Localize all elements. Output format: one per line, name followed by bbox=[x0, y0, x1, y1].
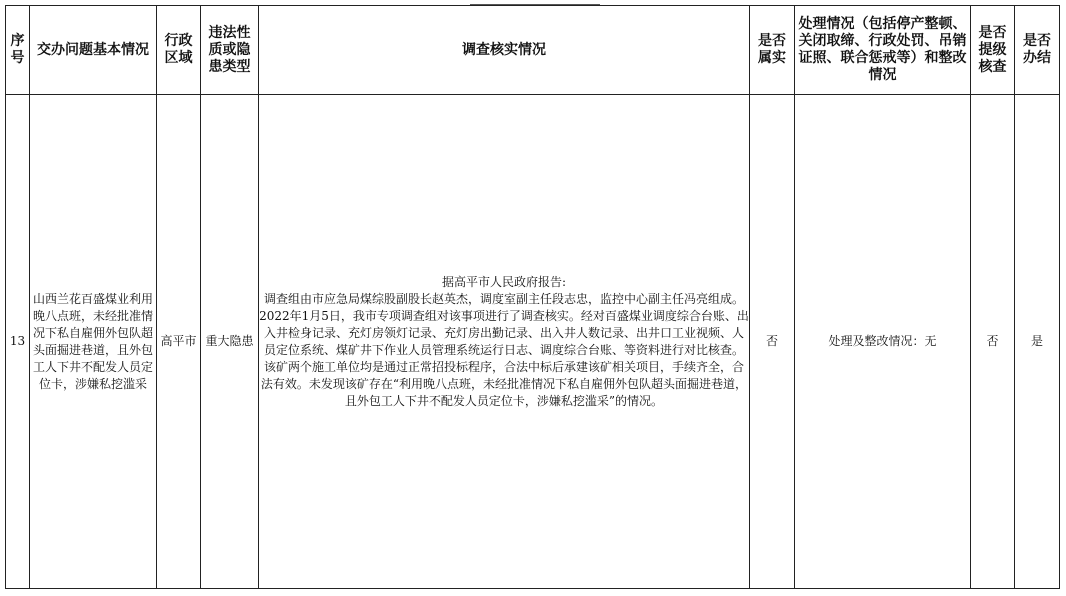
row-basic-info: 山西兰花百盛煤业利用晚八点班，未经批准情况下私自雇佣外包队超头面掘进巷道，且外包工人下井不配发人员定位卡，涉嫌私挖滥采 bbox=[30, 95, 157, 589]
header-verified: 是否属实 bbox=[750, 6, 795, 95]
header-investigation: 调查核实情况 bbox=[259, 6, 750, 95]
header-escalate: 是否提级核查 bbox=[971, 6, 1015, 95]
complaint-table bbox=[5, 5, 1060, 589]
investigation-body: 调查组由市应急局煤综股副股长赵英杰，调度室副主任段志忠，监控中心副主任冯亮组成。2022年1月5日，我市专项调查组对该事项进行了调查核实。经对百盛煤业调度综合台账、出入井检身记录、充灯房领灯记录、充灯房出勤记录、出入井人数记录、出井口工业视频、人员定位系统、煤矿井下作业人员管理系统运行日志、调度综合台账、等资料进行对比核查。该矿两个施工单位均是通过正常招投标程序，合法中标后承建该矿相关项目，手续齐全，合法有效。未发现该矿存在“利用晚八点班，未经批准情况下私自雇佣外包队超头面掘进巷道，且外包工人下井不配发人员定位卡，涉嫌私挖滥采”的情况。 bbox=[259, 291, 749, 408]
row-verified: 否 bbox=[750, 95, 795, 589]
row-handling: 处理及整改情况：无 bbox=[795, 95, 971, 589]
row-index: 13 bbox=[6, 95, 30, 589]
header-handling: 处理情况（包括停产整顿、关闭取缔、行政处罚、吊销证照、联合惩戒等）和整改情况 bbox=[795, 6, 971, 95]
header-index: 序号 bbox=[6, 6, 30, 95]
row-escalate: 否 bbox=[971, 95, 1015, 589]
header-violation-type: 违法性质或隐患类型 bbox=[201, 6, 259, 95]
header-basic-info: 交办问题基本情况 bbox=[30, 6, 157, 95]
investigation-source-line: 据高平市人民政府报告: bbox=[441, 274, 567, 289]
row-closed: 是 bbox=[1015, 95, 1060, 589]
row-violation-type: 重大隐患 bbox=[201, 95, 259, 589]
table-row bbox=[6, 95, 1060, 589]
header-row bbox=[6, 6, 1060, 95]
row-region: 高平市 bbox=[157, 95, 201, 589]
row-investigation bbox=[259, 95, 750, 589]
header-region: 行政区域 bbox=[157, 6, 201, 95]
header-closed: 是否办结 bbox=[1015, 6, 1060, 95]
